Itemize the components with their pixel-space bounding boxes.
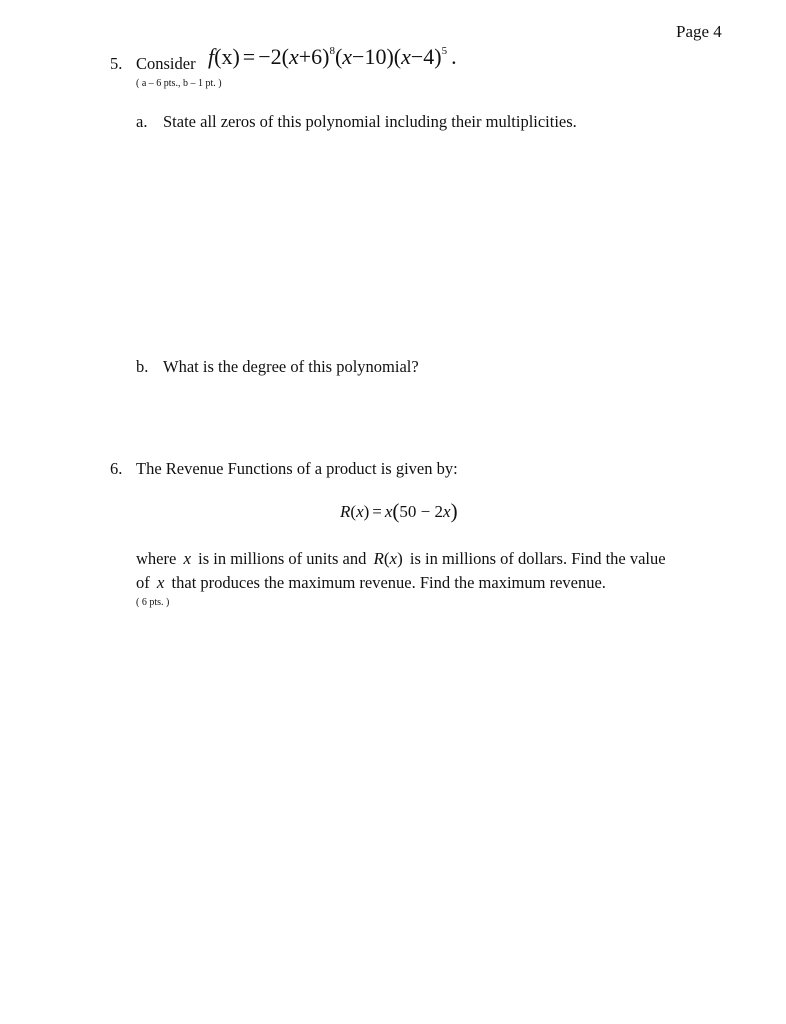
paren: ( <box>350 502 357 521</box>
variable-x: x <box>384 502 393 521</box>
factor-1: +6) <box>298 44 330 69</box>
part-a-label: a. <box>136 112 148 131</box>
question-5-number: 5. <box>110 54 123 73</box>
variable-x: x <box>443 502 451 521</box>
revenue-function-name: R <box>373 549 384 568</box>
equation-period: . <box>451 44 457 69</box>
question-6-number: 6. <box>110 459 123 478</box>
body-text: is in millions of units and <box>198 549 367 568</box>
part-a-text: State all zeros of this polynomial including their multiplicities. <box>163 112 577 131</box>
question-6-points: ( 6 pts. ) <box>136 597 170 608</box>
function-argument: (x) <box>214 44 240 69</box>
function-name: f <box>208 44 215 69</box>
variable-x: x <box>389 549 398 568</box>
leading-coefficient: −2( <box>258 44 289 69</box>
page-number: Page 4 <box>676 22 722 41</box>
question-6-body-line-2 <box>136 573 606 593</box>
factor-2: −10)( <box>352 44 402 69</box>
paren: ) <box>363 502 370 521</box>
exponent-8: 8 <box>329 44 335 57</box>
factor-2-open: ( <box>334 44 343 69</box>
equals-sign: = <box>242 44 256 69</box>
revenue-function-name: R <box>340 502 351 521</box>
variable-x: x <box>342 44 353 69</box>
variable-x: x <box>401 44 411 69</box>
part-b-label: b. <box>136 357 149 376</box>
body-text: of <box>136 573 150 592</box>
revenue-equation <box>340 499 458 523</box>
question-5-intro: Consider <box>136 54 196 73</box>
body-text: is in millions of dollars. Find the value <box>409 549 666 568</box>
revenue-symbol <box>370 549 405 568</box>
variable-x: x <box>156 573 165 592</box>
paren: ) <box>397 549 403 568</box>
equals-sign: = <box>372 502 382 521</box>
polynomial-equation <box>208 44 457 70</box>
question-6-body-line-1 <box>136 549 666 569</box>
body-text: that produces the maximum revenue. Find the maximum revenue. <box>171 573 606 592</box>
question-5-points: ( a – 6 pts., b – 1 pt. ) <box>136 78 222 89</box>
paren: ( <box>383 549 390 568</box>
question-6-intro: The Revenue Functions of a product is given by: <box>136 459 458 478</box>
paren: ) <box>450 499 458 523</box>
inner-expression: 50 − 2 <box>399 502 444 521</box>
variable-x: x <box>183 549 191 568</box>
variable-x: x <box>356 502 364 521</box>
variable-x: x <box>288 44 299 69</box>
body-text: where <box>136 549 177 568</box>
part-b-text: What is the degree of this polynomial? <box>163 357 419 376</box>
paren: ( <box>392 499 400 523</box>
exponent-5: 5 <box>441 44 448 57</box>
factor-3: −4) <box>410 44 442 69</box>
